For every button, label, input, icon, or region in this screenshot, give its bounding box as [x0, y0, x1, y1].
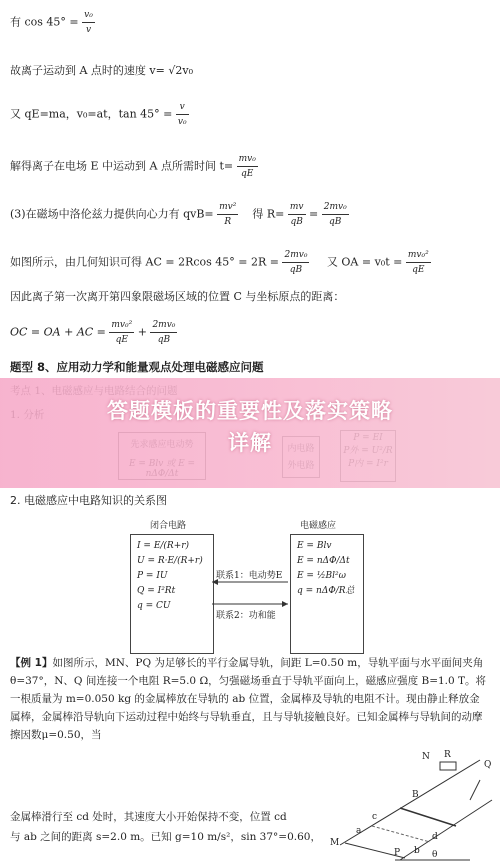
fraction: $\frac{\text{mv₀}}{qE}$: [238, 154, 256, 179]
fraction: $\frac{\text{mv₀²}}{qE}$: [407, 250, 429, 275]
example-1-line-3: 与 ab 之间的距离 s=2.0 m。已知 g=10 m/s²，sin 37°=0.60，: [10, 831, 321, 843]
fraction: $\frac{\text{mv₀²}}{qE}$: [111, 320, 133, 345]
fraction: $\frac{\text{2mv₀}}{qB}$: [284, 250, 308, 275]
link-1-label: 联系1：电动势E: [216, 571, 283, 581]
example-1-paragraph: 【例 1】如图所示，MN、PQ 为足够长的平行金属导轨，间距 L=0.50 m，导轨平面与水平面间夹角θ=37°，N、Q 间连接一个电阻 R=5.0 Ω，匀强磁场垂直于导轨平面向上，磁感应强度 B=1.0 T。将一根质量为 m=0.050 kg 的金属棒放在导轨的 ab 位置，金属棒及导轨的电阻不计。现由静止释放金属棒，金属棒沿导轨向下运动过程中始终与导轨垂直，且与导轨接触良好。已知金属棒与导轨间的动摩擦因数μ=0.50，当: [10, 657, 487, 741]
fraction: $\frac{\text{2mv₀}}{qB}$: [323, 202, 347, 227]
link-2-label: 联系2：功和能: [216, 611, 276, 621]
derivation-line-7: 因此离子第一次离开第四象限磁场区域的位置 C 与坐标原点的距离：: [10, 290, 345, 303]
induction-box: E = Blv E = nΔΦ/Δt E = ½Bl²ω q = nΔΦ/R总: [290, 534, 364, 654]
diagram-left-title: 闭合电路: [150, 521, 187, 531]
fraction: $\frac{v}{\text{v₀}}$: [177, 102, 187, 127]
derivation-line-3: 又 qE=ma，v₀=at，tan 45° = $\frac{v}{\text{v₀}}$: [10, 102, 187, 127]
figure-label-N: N: [422, 752, 430, 762]
fraction: $\frac{\text{v₀}}{v}$: [84, 10, 93, 35]
figure-label-b: b: [414, 846, 420, 856]
derivation-line-8: OC = OA + AC = $\frac{\text{mv₀²}}{qE}$ + $\frac{\text{2mv₀}}{qB}$: [10, 320, 176, 345]
derivation-line-4: 解得离子在电场 E 中运动到 A 点所需时间 t= $\frac{\text{mv₀}}{qE}$: [10, 154, 256, 179]
derivation-line-5: (3)在磁场中洛伦兹力提供向心力有 qvB= $\frac{\text{mv²}}{R}$ 得 R= $\frac{mv}{qB}$ = $\frac{\text{2mv₀}}{qB}$: [10, 202, 347, 227]
closed-circuit-box: I = E/(R+r) U = R·E/(R+r) P = IU Q = I²Rt q = CU: [130, 534, 214, 654]
figure-label-B: B: [412, 790, 419, 800]
derivation-line-6: 如图所示，由几何知识可得 AC = 2Rcos 45° = 2R = $\frac{\text{2mv₀}}{qB}$ 又 OA = v₀t = $\frac{\text{mv₀²}}{qE}$: [10, 250, 429, 275]
section-2-title: 2. 电磁感应中电路知识的关系图: [10, 494, 167, 507]
incline-figure: [340, 760, 492, 860]
figure-label-M: M: [330, 838, 340, 848]
fraction: $\frac{mv}{qB}$: [289, 202, 304, 227]
derivation-line-2: 故离子运动到 A 点时的速度 v= √2v₀: [10, 64, 193, 77]
figure-label-d: d: [432, 832, 438, 842]
fraction: $\frac{\text{2mv₀}}{qB}$: [152, 320, 176, 345]
figure-label-c: c: [372, 812, 378, 822]
figure-label-R: R: [444, 750, 451, 760]
figure-label-theta: θ: [432, 850, 438, 860]
figure-label-Q: Q: [484, 760, 492, 770]
section-heading: 题型 8、应用动力学和能量观点处理电磁感应问题: [10, 360, 264, 374]
figure-label-a: a: [356, 826, 362, 836]
diagram-right-title: 电磁感应: [300, 521, 337, 531]
example-1-line-2: 金属棒滑行至 cd 处时，其速度大小开始保持不变，位置 cd: [10, 811, 287, 823]
fraction: $\frac{\text{mv²}}{R}$: [219, 202, 237, 227]
derivation-line-1: 有 cos 45° = $\frac{\text{v₀}}{v}$: [10, 10, 93, 35]
banner-title: 答题模板的重要性及落实策略 详解: [107, 399, 393, 455]
figure-label-P: P: [394, 848, 401, 858]
